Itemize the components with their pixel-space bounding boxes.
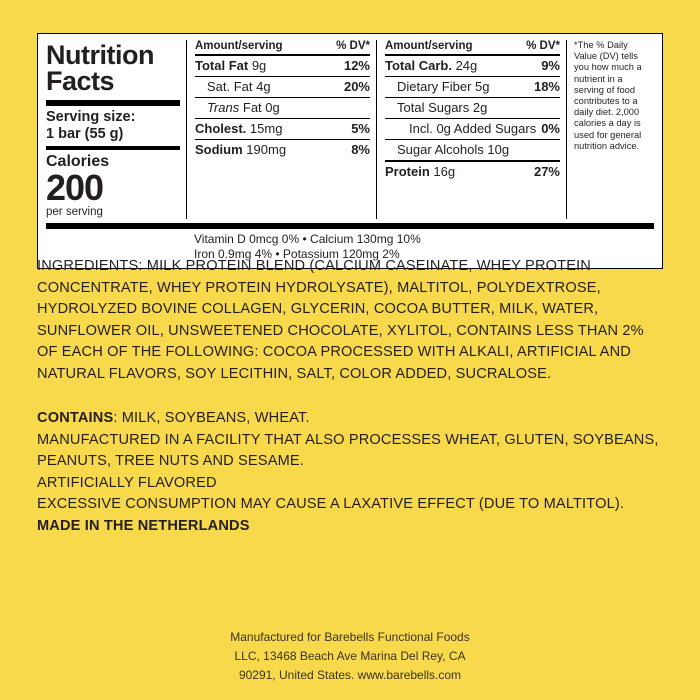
- nutrient-name: Total Fat: [195, 58, 249, 73]
- nutrient-amount: 190mg: [246, 142, 287, 157]
- laxative-warning-line: EXCESSIVE CONSUMPTION MAY CAUSE A LAXATIVE EFFECT (DUE TO MALTITOL).: [37, 496, 625, 512]
- table-row: [195, 54, 370, 76]
- nutrient-name: Sat. Fat: [207, 79, 253, 94]
- divider-med-1: [46, 146, 180, 150]
- nutrient-name: Protein: [385, 164, 430, 179]
- amount-per-serving-header-left: Amount/serving: [195, 40, 283, 52]
- nutrient-name: Sugar Alcohols: [397, 142, 484, 157]
- allergen-statements: [37, 408, 677, 537]
- table-row: [385, 97, 560, 118]
- nutrient-dv: 9%: [541, 58, 560, 73]
- nutrient-amount: 9g: [251, 58, 267, 73]
- nutrient-amount: 5g: [475, 79, 490, 94]
- nutrient-amount: 4g: [256, 79, 271, 94]
- serving-size-value: 1 bar (55 g): [46, 126, 124, 142]
- serving-size-label: Serving size:: [46, 109, 136, 125]
- nutrient-name: Trans: [207, 100, 240, 115]
- nutrition-facts-title-line2: Facts: [46, 66, 115, 96]
- table-row: [195, 139, 370, 160]
- percent-dv-header-right: % DV*: [526, 40, 560, 52]
- contains-value: : MILK, SOYBEANS, WHEAT.: [113, 410, 310, 426]
- nutrition-facts-panel: [37, 33, 663, 269]
- micronutrient-line-1: Vitamin D 0mcg 0% • Calcium 130mg 10%: [194, 232, 421, 246]
- amount-per-serving-header-right: Amount/serving: [385, 40, 473, 52]
- table-row: [385, 76, 560, 97]
- nutrient-amount: 16g: [433, 164, 456, 179]
- nutrition-summary-column: [46, 40, 186, 219]
- nutrient-dv: 12%: [343, 58, 370, 73]
- table-row: [195, 97, 370, 118]
- footer-line-2: LLC, 13468 Beach Ave Marina Del Rey, CA: [234, 649, 466, 663]
- artificially-flavored-line: ARTIFICIALLY FLAVORED: [37, 474, 217, 491]
- nutrition-facts-title: [46, 42, 180, 94]
- table-row: [385, 160, 560, 182]
- nutrient-dv: 20%: [343, 79, 370, 94]
- nutrition-facts-columns: [46, 40, 654, 219]
- nutrient-name: Dietary Fiber: [397, 79, 472, 94]
- nutrient-column-left: [186, 40, 376, 219]
- table-row: [195, 76, 370, 97]
- contains-label: CONTAINS: [37, 410, 114, 426]
- manufacturer-footer: [0, 628, 700, 685]
- micronutrient-line-2: Iron 0.9mg 4% • Potassium 120mg 2%: [194, 247, 400, 261]
- nutrient-amount: Fat 0g: [242, 100, 280, 115]
- nutrient-name: Total Carb.: [385, 58, 452, 73]
- nutrient-dv: 5%: [351, 121, 370, 136]
- table-row: [385, 118, 560, 139]
- ingredients-text: INGREDIENTS: MILK PROTEIN BLEND (CALCIUM CASEINATE, WHEY PROTEIN CONCENTRATE, WHEY PROTEIN HYDROLYSATE), MALTITOL, POLYDEXTROSE, HYDROLYZED BOVINE COLLAGEN, GLYCERIN, COCOA BUTTER, MILK, WATER, SUNFLOWER OIL, UNSWEETENED CHOCOLATE, XYLITOL, CONTAINS LESS THAN 2% OF EACH OF THE FOLLOWING: COCOA PROCESSED WITH ALKALI, ARTIFICIAL AND NATURAL FLAVORS, SOY LECITHIN, SALT, COLOR ADDED, SUCRALOSE.: [37, 258, 644, 382]
- nutrient-dv: 18%: [533, 79, 560, 94]
- table-row: [195, 118, 370, 139]
- nutrient-name: Sodium: [195, 142, 243, 157]
- nutrient-column-right: [376, 40, 566, 219]
- daily-value-note: *The % Daily Value (DV) tells you how much a nutrient in a serving of food contributes to a daily diet. 2,000 calories a day is used for general nutrition advice.: [574, 40, 642, 151]
- daily-value-note-column: [566, 40, 654, 219]
- nutrient-amount: 2g: [472, 100, 488, 115]
- table-row: [385, 139, 560, 160]
- table-row: [385, 54, 560, 76]
- nutrient-name: Incl. 0g Added Sugars: [409, 121, 537, 136]
- nutrient-name: Total Sugars: [397, 100, 470, 115]
- nutrition-facts-title-line1: Nutrition: [46, 40, 154, 70]
- nutrient-dv: 27%: [533, 164, 560, 179]
- calories-value: 200: [46, 167, 104, 208]
- nutrient-column-right-header: [385, 40, 560, 54]
- nutrient-dv: 8%: [351, 142, 370, 157]
- country-of-origin-line: MADE IN THE NETHERLANDS: [37, 517, 250, 534]
- calories-per-serving-label: per serving: [46, 206, 103, 218]
- calories-label: Calories: [46, 153, 110, 170]
- nutrient-column-left-header: [195, 40, 370, 54]
- nutrient-amount: 24g: [455, 58, 478, 73]
- nutrient-amount: 10g: [487, 142, 510, 157]
- facility-line: MANUFACTURED IN A FACILITY THAT ALSO PROCESSES WHEAT, GLUTEN, SOYBEANS, PEANUTS, TREE NUTS AND SESAME.: [37, 431, 659, 469]
- nutrient-amount: 15mg: [249, 121, 283, 136]
- nutrient-dv: 0%: [541, 121, 560, 136]
- nutrient-name: Cholest.: [195, 121, 247, 136]
- percent-dv-header-left: % DV*: [336, 40, 370, 52]
- contains-line: [37, 408, 677, 430]
- footer-line-1: Manufactured for Barebells Functional Foods: [230, 630, 470, 644]
- footer-line-3: 90291, United States. www.barebells.com: [238, 668, 462, 682]
- divider-thick-1: [46, 100, 180, 106]
